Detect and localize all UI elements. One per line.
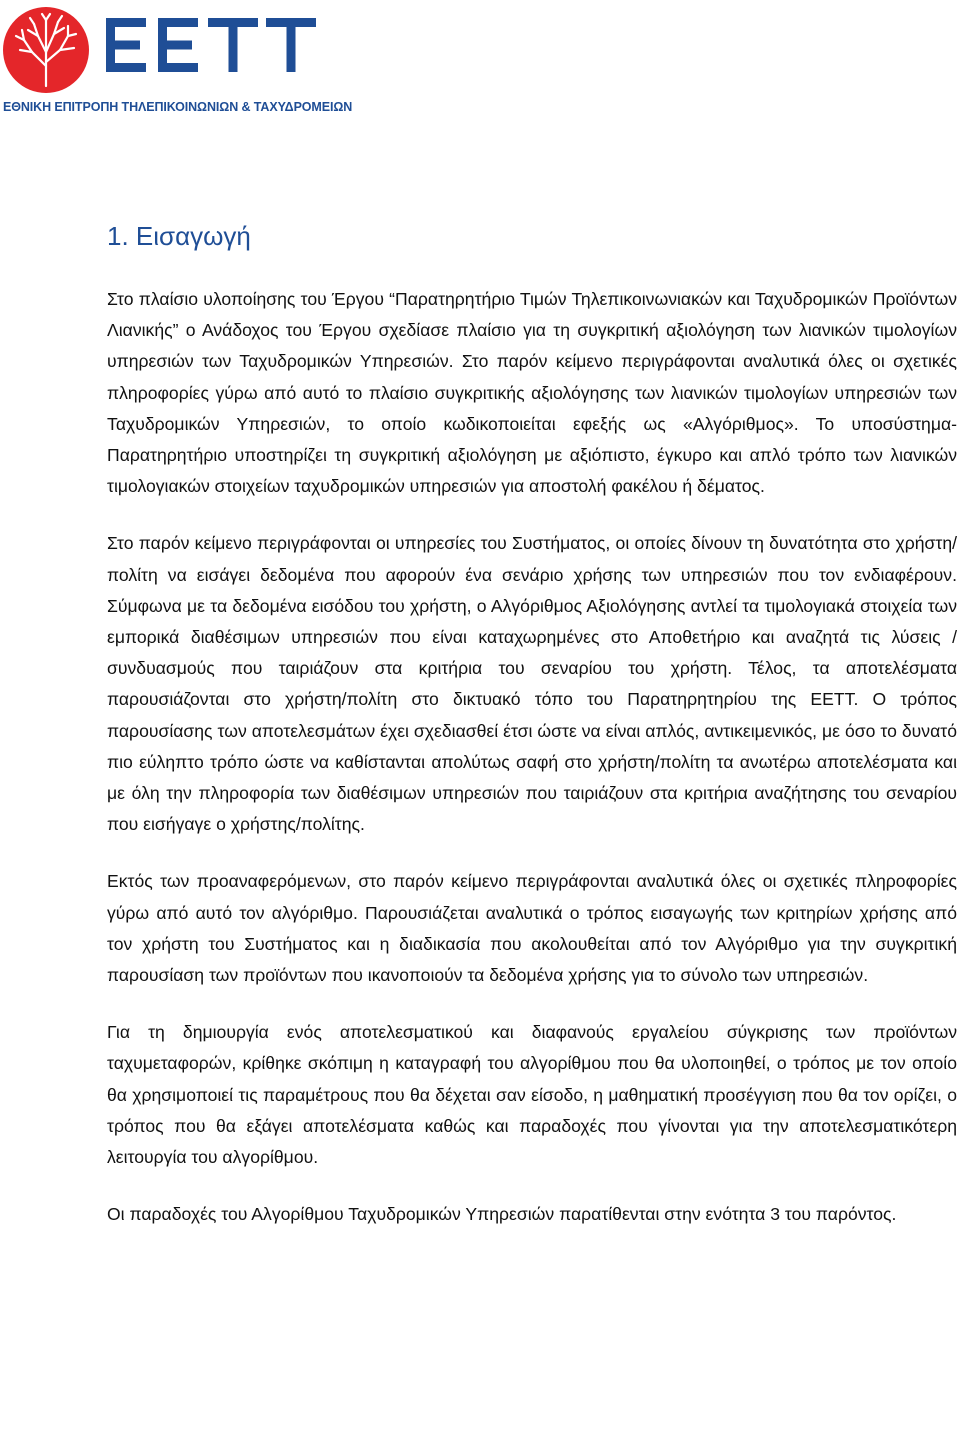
paragraph-4: Για τη δημιουργία ενός αποτελεσματικού και διαφανούς εργαλείου σύγκρισης των προϊόντων ταχυμεταφορών, κρίθηκε σκόπιμη η καταγραφή του αλγορίθμου που θα υλοποιηθεί, ο τρόπος με τον οποίο θα χρησιμοποιεί τις παραμέτρους που θα δέχεται σαν είσοδο, η μαθηματική προσέγγιση που θα τον ορίζει, ο τρόπος που θα εξάγει αποτελέσματα καθώς και παραδοχές που γίνονται για την αποτελεσματικότερη λειτουργία του αλγορίθμου.	[107, 1022, 957, 1168]
paragraph-3: Εκτός των προαναφερόμενων, στο παρόν κείμενο περιγράφονται αναλυτικά όλες οι σχετικές πληροφορίες γύρω από αυτό τον αλγόριθμο. Παρουσιάζεται αναλυτικά ο τρόπος εισαγωγής των κριτηρίων χρήσης από τον χρήστη του Συστήματος και η διαδικασία που ακολουθείται από τον Αλγόριθμο για την συγκριτική παρουσίαση των προϊόντων που ικανοποιούν τα δεδομένα χρήσης για το σύνολο των υπηρεσιών.	[107, 871, 957, 986]
document-header	[0, 0, 960, 120]
section-title: 1. Εισαγωγή	[107, 221, 251, 251]
paragraph-2: Στο παρόν κείμενο περιγράφονται οι υπηρεσίες του Συστήματος, οι οποίες δίνουν τη δυνατότητα στο χρήστη/πολίτη να εισάγει δεδομένα που αφορούν ένα σενάριο χρήσης των υπηρεσιών που τον ενδιαφέρουν. Σύμφωνα με τα δεδομένα εισόδου του χρήστη, ο Αλγόριθμος Αξιολόγησης αντλεί τα τιμολογιακά στοιχεία των εμπορικά διαθέσιμων υπηρεσιών που είναι καταχωρημένες στο Αποθετήριο και αναζητά τις λύσεις / συνδυασμούς που ταιριάζουν στα κριτήρια του σεναρίου του χρήστη. Τέλος, τα αποτελέσματα παρουσιάζονται στο χρήστη/πολίτη στο δικτυακό τόπο του Παρατηρητηρίου της ΕΕΤΤ. Ο τρόπος παρουσίασης των αποτελεσμάτων έχει σχεδιασθεί έτσι ώστε να είναι απλός, αντικειμενικός, με όσο το δυνατό πιο εύληπτο τρόπο ώστε να καθίστανται απολύτως σαφή στο χρήστη/πολίτη τα ανωτέρω αποτελέσματα και με όλη την πληροφορία των διαθέσιμων υπηρεσιών που ταιριάζουν στα κριτήρια αναζήτησης του σεναρίου που εισήγαγε ο χρήστης/πολίτης.	[107, 533, 957, 835]
paragraph-5: Οι παραδοχές του Αλγορίθμου Ταχυδρομικών Υπηρεσιών παρατίθενται στην ενότητα 3 του παρόντος.	[107, 1204, 897, 1225]
eett-wordmark-logo	[106, 14, 316, 76]
document-body	[107, 216, 957, 1256]
eett-tree-logo-icon	[2, 6, 90, 94]
organization-name: ΕΘΝΙΚΗ ΕΠΙΤΡΟΠΗ ΤΗΛΕΠΙΚΟΙΝΩΝΙΩΝ & ΤΑΧΥΔΡΟΜΕΙΩΝ	[3, 100, 353, 114]
paragraph-1: Στο πλαίσιο υλοποίησης του Έργου “Παρατηρητήριο Τιμών Τηλεπικοινωνιακών και Ταχυδρομικών Προϊόντων Λιανικής” ο Ανάδοχος του Έργου σχεδίασε πλαίσιο για τη συγκριτική αξιολόγηση των λιανικών τιμολογίων υπηρεσιών των Ταχυδρομικών Υπηρεσιών. Στο παρόν κείμενο περιγράφονται αναλυτικά όλες οι σχετικές πληροφορίες γύρω από αυτό το πλαίσιο συγκριτικής αξιολόγησης των λιανικών τιμολογίων υπηρεσιών των Ταχυδρομικών Υπηρεσιών, το οποίο κωδικοποιείται εφεξής ως «Αλγόριθμος». Το υποσύστημα-Παρατηρητήριο υποστηρίζει τη συγκριτική αξιολόγηση με αξιόπιστο, έγκυρο και απλό τρόπο των λιανικών τιμολογιακών στοιχείων ταχυδρομικών υπηρεσιών για αποστολή φακέλου ή δέματος.	[107, 289, 957, 497]
